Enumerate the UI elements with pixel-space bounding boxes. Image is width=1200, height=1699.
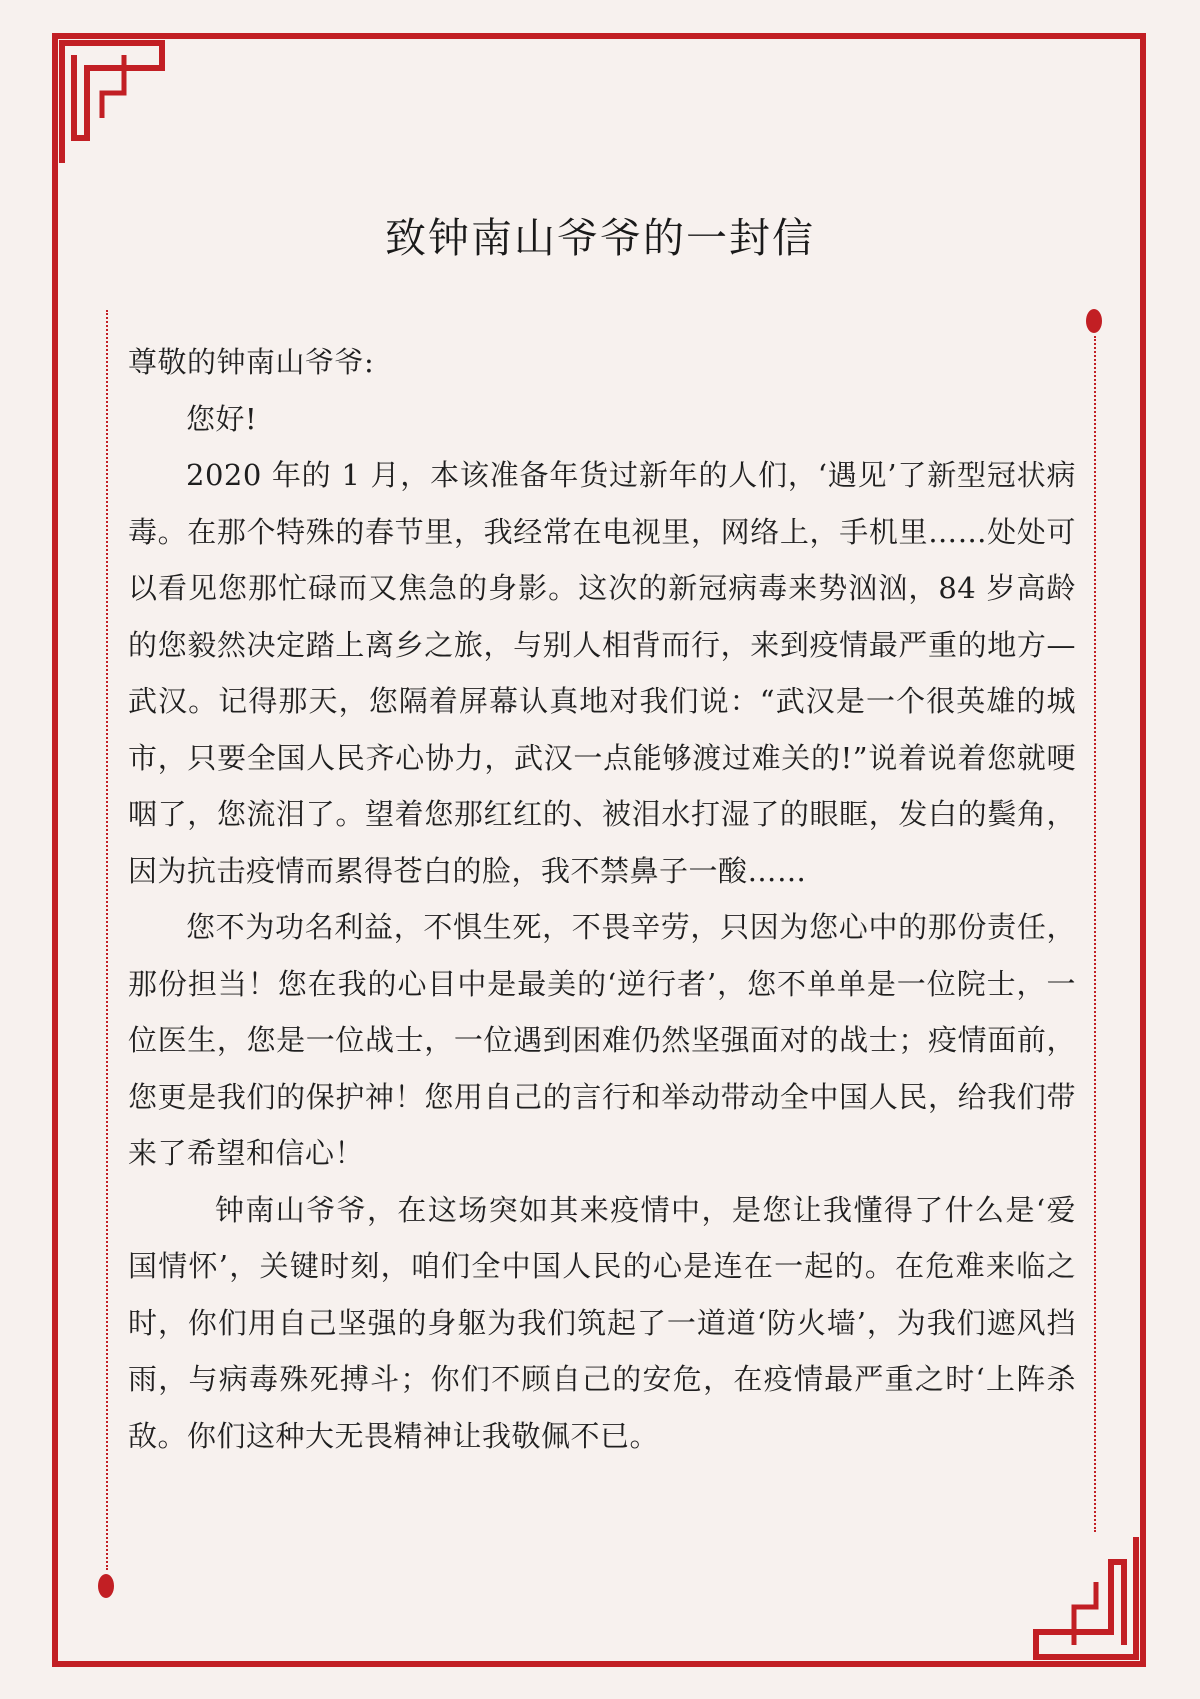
corner-ornament-top-left [52,33,172,173]
letter-paragraph-3: 钟南山爷爷，在这场突如其来疫情中，是您让我懂得了什么是‘爱国情怀’，关键时刻，咱们全中国人民的心是连在一起的。在危难来临之时，你们用自己坚强的身躯为我们筑起了一道道‘防火墙’，为我们遮风挡雨，与病毒殊死搏斗；你们不顾自己的安危，在疫情最严重之时‘上阵杀敌。你们这种大无畏精神让我敬佩不已。 [128,1192,1076,1453]
letter-title: 致钟南山爷爷的一封信 [385,214,815,262]
letter-salutation: 尊敬的钟南山爷爷: [128,345,375,379]
left-red-bead [98,1574,114,1598]
letter-paragraph-2: 您不为功名利益，不惧生死，不畏辛劳，只因为您心中的那份责任，那份担当！您在我的心目中是最美的‘逆行者’，您不单单是一位院士，一位医生，您是一位战士，一位遇到困难仍然坚强面对的战士；疫情面前，您更是我们的保护神！您用自己的言行和举动带动全中国人民，给我们带来了希望和信心！ [128,910,1076,1170]
right-dotted-line [1094,336,1096,1532]
left-dotted-line [106,310,108,1570]
corner-ornament-bottom-right [1026,1527,1146,1667]
letter-greeting: 您好! [186,401,258,436]
letter-body [128,334,1076,1464]
letter-paragraph-1: 2020 年的 1 月，本该准备年货过新年的人们，‘遇见’了新型冠状病毒。在那个特殊的春节里，我经常在电视里，网络上，手机里……处处可以看见您那忙碌而又焦急的身影。这次的新冠病毒来势汹汹，84 岁高龄的您毅然决定踏上离乡之旅，与别人相背而行，来到疫情最严重的地方—武汉。记得那天，您隔着屏幕认真地对我们说：“武汉是一个很英雄的城市，只要全国人民齐心协力，武汉一点能够渡过难关的!”说着说着您就哽咽了，您流泪了。望着您那红红的、被泪水打湿了的眼眶，发白的鬓角，因为抗击疫情而累得苍白的脸，我不禁鼻子一酸…… [128,458,1076,888]
right-red-bead [1086,309,1102,333]
